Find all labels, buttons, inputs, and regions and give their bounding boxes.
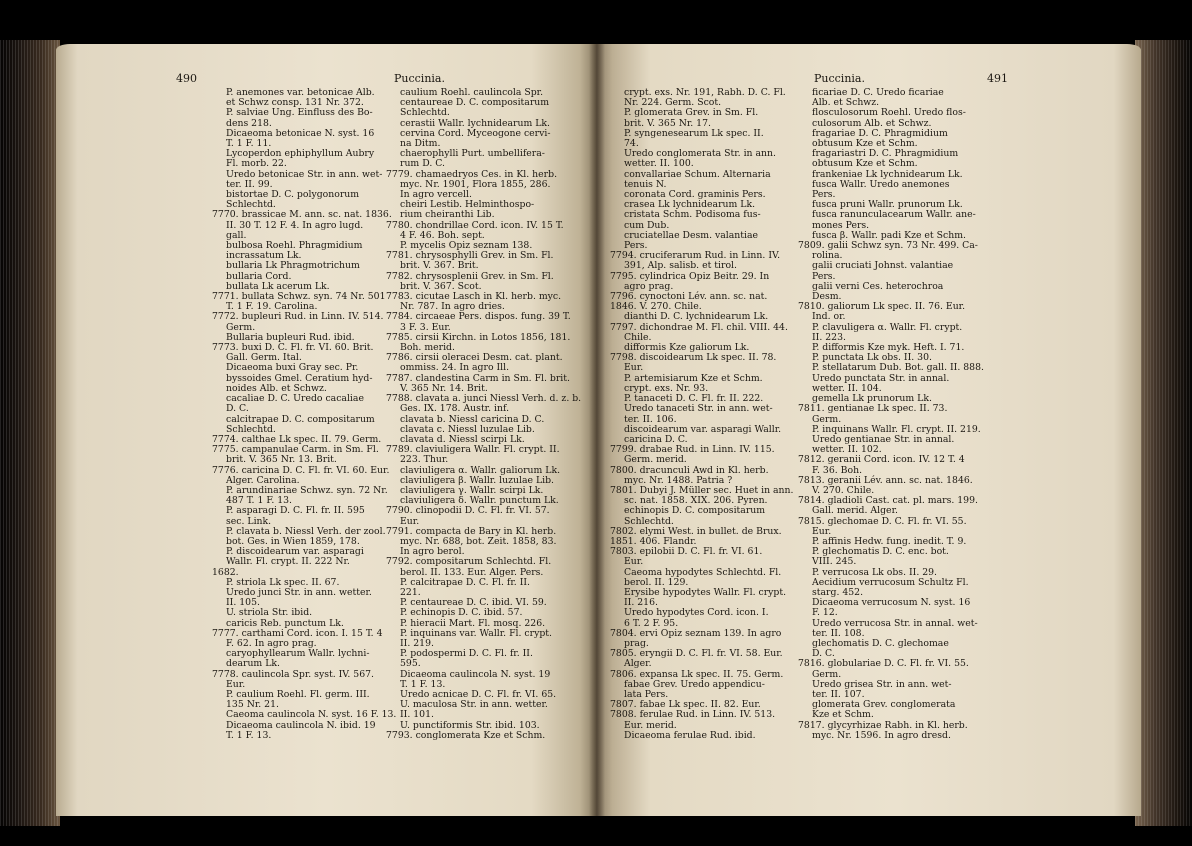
- text-line: bullaria Lk Phragmotrichum: [226, 260, 360, 272]
- text-line: rum D. C.: [400, 158, 445, 170]
- text-line: myc. Nr. 1901, Flora 1855, 286.: [400, 178, 551, 190]
- text-line: 7808. ferulae Rud. in Linn. IV. 513.: [610, 709, 776, 721]
- text-line: 7800. dracunculi Awd in Kl. herb.: [610, 464, 769, 476]
- text-line: fusca pruni Wallr. prunorum Lk.: [812, 199, 963, 211]
- text-line: centaureae D. C. compositarum: [400, 97, 550, 109]
- text-line: cerastii Wallr. lychnidearum Lk.: [400, 117, 551, 129]
- text-line: 4 F. 46. Boh. sept.: [400, 229, 485, 241]
- text-line: 7813. geranii Lév. ann. sc. nat. 1846.: [798, 474, 973, 486]
- text-line: 223. Thur.: [400, 454, 449, 466]
- text-line: 74.: [624, 138, 639, 150]
- text-line: D. C.: [226, 403, 249, 415]
- text-line: 7786. cirsii oleracei Desm. cat. plant.: [386, 352, 563, 364]
- text-line: bullaria Cord.: [226, 270, 292, 282]
- text-line: 487 T. 1 F. 13.: [226, 495, 293, 507]
- text-line: 7804. ervi Opiz seznam 139. In agro: [610, 627, 782, 639]
- text-line: II. 216.: [624, 597, 658, 609]
- right-page: [596, 44, 1141, 816]
- text-line: claviuligera β. Wallr. luzulae Lib.: [400, 474, 555, 486]
- text-line: P. arundinariae Schwz. syn. 72 Nr.: [226, 484, 388, 496]
- text-line: 7795. cylindrica Opiz Beitr. 29. In: [610, 270, 770, 282]
- text-line: myc. Nr. 1596. In agro dresd.: [812, 729, 951, 741]
- text-line: Schlechtd.: [624, 515, 674, 527]
- text-line: 6 T. 2 F. 95.: [624, 617, 679, 629]
- text-line: rium cheiranthi Lib.: [400, 209, 495, 221]
- left-page: [56, 44, 596, 816]
- text-line: Uredo conglomerata Str. in ann.: [624, 148, 776, 160]
- text-line: fabae Grev. Uredo appendicu-: [624, 678, 765, 690]
- text-line: P. glomerata Grev. in Sm. Fl.: [624, 107, 759, 119]
- text-line: 7794. cruciferarum Rud. in Linn. IV.: [610, 250, 781, 262]
- text-line: discoidearum var. asparagi Wallr.: [624, 423, 782, 435]
- text-line: Uredo tanaceti Str. in ann. wet-: [624, 403, 773, 415]
- text-line: bistortae D. C. polygonorum: [226, 189, 360, 201]
- text-line: wetter. II. 100.: [624, 158, 694, 170]
- text-line: 7816. globulariae D. C. Fl. fr. VI. 55.: [798, 658, 969, 670]
- running-head-left: Puccinia.: [394, 72, 445, 85]
- text-line: 7796. cynoctoni Lév. ann. sc. nat.: [610, 291, 768, 303]
- text-line: crypt. exs. Nr. 191, Rabh. D. C. Fl.: [624, 87, 786, 98]
- text-line: caricis Reb. punctum Lk.: [226, 617, 344, 629]
- text-line: Dicaeoma ferulae Rud. ibid.: [624, 729, 756, 741]
- text-line: U. striola Str. ibid.: [226, 607, 313, 619]
- text-line: Schlechtd.: [226, 423, 276, 435]
- text-line: Uredo verrucosa Str. in annal. wet-: [812, 617, 978, 629]
- text-line: Uredo acnicae D. C. Fl. fr. VI. 65.: [400, 688, 557, 700]
- text-line: 7809. galii Schwz syn. 73 Nr. 499. Ca-: [798, 240, 978, 252]
- text-line: Gall. Germ. Ital.: [226, 352, 302, 364]
- text-line: byssoides Gmel. Ceratium hyd-: [226, 372, 373, 384]
- text-line: crasea Lk lychnidearum Lk.: [624, 199, 756, 211]
- text-line: ommiss. 24. In agro Ill.: [400, 362, 510, 374]
- text-line: D. C.: [812, 648, 835, 660]
- text-line: Nr. 224. Germ. Scot.: [624, 97, 722, 109]
- text-line: P. affinis Hedw. fung. inedit. T. 9.: [812, 535, 967, 547]
- text-line: P. centaureae D. C. ibid. VI. 59.: [400, 597, 547, 609]
- text-line: P. calcitrapae D. C. Fl. fr. II.: [400, 576, 530, 588]
- text-line: cruciatellae Desm. valantiae: [624, 229, 759, 241]
- text-line: 7779. chamaedryos Ces. in Kl. herb.: [386, 168, 558, 180]
- text-line: tenuis N.: [624, 178, 667, 190]
- text-line: cacaliae D. C. Uredo cacaliae: [226, 393, 364, 405]
- text-line: 7781. chrysosphylli Grev. in Sm. Fl.: [386, 250, 554, 262]
- page-number-left: 490: [176, 72, 197, 85]
- text-line: fusca β. Wallr. padi Kze et Schm.: [812, 229, 966, 241]
- text-line: 7811. gentianae Lk spec. II. 73.: [798, 403, 948, 415]
- text-line: fragariastri D. C. Phragmidium: [812, 148, 959, 160]
- text-line: 7780. chondrillae Cord. icon. IV. 15 T.: [386, 219, 564, 231]
- text-line: Ges. IX. 178. Austr. inf.: [400, 403, 510, 415]
- text-line: mones Pers.: [812, 219, 870, 231]
- text-line: P. mycelis Opiz seznam 138.: [400, 240, 533, 252]
- text-line: Germ. merid.: [624, 454, 687, 466]
- text-line: Ind. or.: [812, 311, 846, 323]
- text-line: ter. II. 106.: [624, 413, 677, 425]
- text-line: Uredo hypodytes Cord. icon. I.: [624, 607, 769, 619]
- text-line: difformis Kze galiorum Lk.: [624, 342, 750, 354]
- text-line: cheiri Lestib. Helminthospo-: [400, 199, 535, 211]
- text-line: P. asparagi D. C. Fl. fr. II. 595: [226, 505, 365, 517]
- text-line: 1682.: [212, 566, 239, 578]
- text-line: 7785. cirsii Kirchn. in Lotos 1856, 181.: [386, 331, 571, 343]
- text-line: Germ.: [812, 668, 842, 680]
- text-line: et Schwz consp. 131 Nr. 372.: [226, 97, 364, 109]
- text-line: galii cruciati Johnst. valantiae: [812, 260, 954, 272]
- text-line: incrassatum Lk.: [226, 250, 302, 262]
- text-line: Dicaeoma buxi Gray sec. Pr.: [226, 362, 359, 374]
- text-line: U. punctiformis Str. ibid. 103.: [400, 719, 540, 731]
- text-line: gall.: [226, 229, 247, 241]
- text-line: Dicaeoma caulincola N. syst. 19: [400, 668, 551, 680]
- text-line: 7807. fabae Lk spec. II. 82. Eur.: [610, 699, 761, 711]
- right-column-1: [610, 88, 793, 741]
- left-column-2: [386, 88, 581, 741]
- text-line: Schlechtd.: [226, 199, 276, 211]
- text-line: Chile.: [624, 331, 652, 343]
- text-line: P. artemisiarum Kze et Schm.: [624, 372, 763, 384]
- text-line: 7776. caricina D. C. Fl. fr. VI. 60. Eur.: [212, 464, 390, 476]
- text-line: Fl. morb. 22.: [226, 158, 287, 170]
- text-line: brit. V. 365 Nr. 13. Brit.: [226, 454, 337, 466]
- text-line: 7777. carthami Cord. icon. I. 15 T. 4: [212, 627, 383, 639]
- text-line: II. 219.: [400, 637, 434, 649]
- text-line: 7812. geranii Cord. icon. IV. 12 T. 4: [798, 454, 965, 466]
- text-line: sc. nat. 1858. XIX. 206. Pyren.: [624, 495, 768, 507]
- text-line: wetter. II. 102.: [812, 444, 882, 456]
- text-line: cervina Cord. Myceogone cervi-: [400, 127, 551, 139]
- text-line: Alb. et Schwz.: [812, 97, 880, 109]
- text-line: dens 218.: [226, 117, 272, 129]
- text-line: Pers.: [624, 240, 648, 252]
- text-line: P. podospermi D. C. Fl. fr. II.: [400, 648, 533, 660]
- text-line: T. 1 F. 13.: [226, 729, 272, 741]
- text-line: Germ.: [812, 413, 842, 425]
- text-line: Eur. merid.: [624, 719, 677, 731]
- text-line: agro prag.: [624, 280, 674, 292]
- text-line: bulbosa Roehl. Phragmidium: [226, 240, 363, 252]
- text-line: In agro vercell.: [400, 189, 472, 201]
- text-line: Pers.: [812, 270, 836, 282]
- text-line: convallariae Schum. Alternaria: [624, 168, 771, 180]
- text-line: Gall. merid. Alger.: [812, 505, 898, 517]
- text-line: 7797. dichondrae M. Fl. chil. VIII. 44.: [610, 321, 788, 333]
- text-line: 7773. buxi D. C. Fl. fr. VI. 60. Brit.: [212, 342, 374, 354]
- text-line: T. 1 F. 19. Carolina.: [226, 301, 318, 313]
- text-line: VIII. 245.: [812, 556, 857, 568]
- text-line: II. 101.: [400, 709, 434, 721]
- text-line: crypt. exs. Nr. 93.: [624, 382, 709, 394]
- text-line: clavata c. Niessl luzulae Lib.: [400, 423, 535, 435]
- text-line: Eur.: [624, 362, 644, 374]
- text-line: Schlechtd.: [400, 107, 450, 119]
- text-line: 7783. cicutae Lasch in Kl. herb. myc.: [386, 291, 562, 303]
- text-line: culosorum Alb. et Schwz.: [812, 117, 932, 129]
- text-line: P. anemones var. betonicae Alb.: [226, 87, 375, 98]
- text-line: P. clavuligera α. Wallr. Fl. crypt.: [812, 321, 963, 333]
- text-line: 7784. circaeae Pers. dispos. fung. 39 T.: [386, 311, 571, 323]
- text-line: noides Alb. et Schwz.: [226, 382, 327, 394]
- text-line: 1851. 406. Flandr.: [610, 535, 697, 547]
- text-line: 7789. claviuligera Wallr. Fl. crypt. II.: [386, 444, 560, 456]
- text-line: brit. V. 367. Brit.: [400, 260, 479, 272]
- text-line: rolina.: [812, 250, 843, 262]
- text-line: F. 36. Boh.: [812, 464, 863, 476]
- text-line: P. punctata Lk obs. II. 30.: [812, 352, 932, 364]
- text-line: 221.: [400, 586, 421, 598]
- text-line: 7814. gladioli Cast. cat. pl. mars. 199.: [798, 495, 978, 507]
- text-line: galii verni Ces. heterochroa: [812, 280, 944, 292]
- text-line: 7801. Dubyi J. Müller sec. Huet in ann.: [610, 484, 794, 496]
- text-line: Boh. merid.: [400, 342, 455, 354]
- text-line: P. hieracii Mart. Fl. mosq. 226.: [400, 617, 546, 629]
- text-line: 391, Alp. salisb. et tirol.: [624, 260, 737, 272]
- text-line: V. 270. Chile.: [812, 484, 875, 496]
- text-line: clavata b. Niessl caricina D. C.: [400, 413, 545, 425]
- text-line: 7787. clandestina Carm in Sm. Fl. brit.: [386, 372, 570, 384]
- text-line: 1846. V. 270. Chile.: [610, 301, 702, 313]
- text-line: Kze et Schm.: [812, 709, 874, 721]
- text-line: ter. II. 108.: [812, 627, 865, 639]
- text-line: echinopis D. C. compositarum: [624, 505, 766, 517]
- text-line: brit. V. 367. Scot.: [400, 280, 482, 292]
- text-line: bullata Lk acerum Lk.: [226, 280, 330, 292]
- text-line: Dicaeoma verrucosum N. syst. 16: [812, 597, 971, 609]
- text-line: 3 F. 3. Eur.: [400, 321, 451, 333]
- text-line: obtusum Kze et Schm.: [812, 158, 918, 170]
- text-line: berol. II. 129.: [624, 576, 689, 588]
- text-line: claviuligera α. Wallr. galiorum Lk.: [400, 464, 561, 476]
- text-line: 7810. galiorum Lk spec. II. 76. Eur.: [798, 301, 966, 313]
- text-line: caulium Roehl. caulincola Spr.: [400, 87, 544, 98]
- text-line: obtusum Kze et Schm.: [812, 138, 918, 150]
- text-line: Uredo grisea Str. in ann. wet-: [812, 678, 952, 690]
- text-line: P. echinopis D. C. ibid. 57.: [400, 607, 523, 619]
- page-edges-right: [1135, 40, 1192, 826]
- text-line: cristata Schm. Podisoma fus-: [624, 209, 761, 221]
- text-line: Erysibe hypodytes Wallr. Fl. crypt.: [624, 586, 787, 598]
- text-line: II. 223.: [812, 331, 846, 343]
- text-line: 135 Nr. 21.: [226, 699, 279, 711]
- text-line: Germ.: [226, 321, 256, 333]
- text-line: Alger.: [624, 658, 652, 670]
- text-line: 7803. epilobii D. C. Fl. fr. VI. 61.: [610, 546, 763, 558]
- book-gutter: [589, 44, 605, 816]
- text-line: 7792. compositarum Schlechtd. Fl.: [386, 556, 552, 568]
- text-line: F. 12.: [812, 607, 838, 619]
- text-line: chaerophylli Purt. umbellifera-: [400, 148, 545, 160]
- text-line: Lycoperdon ephiphyllum Aubry: [226, 148, 375, 160]
- text-line: V. 365 Nr. 14. Brit.: [400, 382, 488, 394]
- text-line: glechomatis D. C. glechomae: [812, 637, 949, 649]
- text-line: In agro berol.: [400, 546, 465, 558]
- text-line: fusca ranunculacearum Wallr. ane-: [812, 209, 976, 221]
- text-line: 7770. brassicae M. ann. sc. nat. 1836.: [212, 209, 392, 221]
- text-line: Caeoma hypodytes Schlechtd. Fl.: [624, 566, 782, 578]
- text-line: wetter. II. 104.: [812, 382, 882, 394]
- text-line: P. stellatarum Dub. Bot. gall. II. 888.: [812, 362, 984, 374]
- text-line: 7802. elymi West. in bullet. de Brux.: [610, 525, 782, 537]
- text-line: 7790. clinopodii D. C. Fl. fr. VI. 57.: [386, 505, 550, 517]
- text-line: 595.: [400, 658, 421, 670]
- text-line: P. striola Lk spec. II. 67.: [226, 576, 340, 588]
- text-line: P. syngenesearum Lk spec. II.: [624, 127, 764, 139]
- text-line: P. discoidearum var. asparagi: [226, 546, 364, 558]
- text-line: starg. 452.: [812, 586, 864, 598]
- text-line: 7817. glycyrhizae Rabh. in Kl. herb.: [798, 719, 968, 731]
- text-line: F. 62. In agro prag.: [226, 637, 317, 649]
- text-line: coronata Cord. graminis Pers.: [624, 189, 766, 201]
- text-line: Uredo betonicae Str. in ann. wet-: [226, 168, 383, 180]
- text-line: cum Dub.: [624, 219, 670, 231]
- text-line: calcitrapae D. C. compositarum: [226, 413, 375, 425]
- text-line: Caeoma caulincola N. syst. 16 F. 13.: [226, 709, 397, 721]
- text-line: Eur.: [226, 678, 246, 690]
- right-column-2: [798, 88, 984, 741]
- text-line: P. difformis Kze myk. Heft. I. 71.: [812, 342, 965, 354]
- running-head-right: Puccinia.: [814, 72, 865, 85]
- text-line: P. caulium Roehl. Fl. germ. III.: [226, 688, 370, 700]
- text-line: P. salviae Ung. Einfluss des Bo-: [226, 107, 373, 119]
- text-line: 7799. drabae Rud. in Linn. IV. 115.: [610, 444, 775, 456]
- text-line: P. glechomatis D. C. enc. bot.: [812, 546, 949, 558]
- text-line: 7788. clavata a. junci Niessl Verh. d. z. b.: [386, 393, 582, 405]
- text-line: II. 105.: [226, 597, 260, 609]
- text-line: 7775. campanulae Carm. in Sm. Fl.: [212, 444, 379, 456]
- text-line: 7806. expansa Lk spec. II. 75. Germ.: [610, 668, 784, 680]
- text-line: ter. II. 107.: [812, 688, 865, 700]
- text-line: Dicaeoma caulincola N. ibid. 19: [226, 719, 376, 731]
- text-line: P. verrucosa Lk obs. II. 29.: [812, 566, 938, 578]
- text-line: P. inquinans var. Wallr. Fl. crypt.: [400, 627, 552, 639]
- text-line: caryophyllearum Wallr. lychni-: [226, 648, 370, 660]
- text-line: frankeniae Lk lychnidearum Lk.: [812, 168, 963, 180]
- text-line: claviuligera γ. Wallr. scirpi Lk.: [400, 484, 544, 496]
- text-line: Alger. Carolina.: [226, 474, 300, 486]
- text-line: fusca Wallr. Uredo anemones: [812, 178, 950, 190]
- text-line: 7815. glechomae D. C. Fl. fr. VI. 55.: [798, 515, 967, 527]
- text-line: claviuligera δ. Wallr. punctum Lk.: [400, 495, 559, 507]
- text-line: 7782. chrysosplenii Grev. in Sm. Fl.: [386, 270, 554, 282]
- text-line: berol. II. 133. Eur. Alger. Pers.: [400, 566, 544, 578]
- text-line: Eur.: [400, 515, 420, 527]
- text-line: dearum Lk.: [226, 658, 280, 670]
- text-line: 7791. compacta de Bary in Kl. herb.: [386, 525, 557, 537]
- text-line: prag.: [624, 637, 649, 649]
- text-line: 7805. eryngii D. C. Fl. fr. VI. 58. Eur.: [610, 648, 783, 660]
- text-line: 7774. calthae Lk spec. II. 79. Germ.: [212, 433, 382, 445]
- text-line: 7771. bullata Schwz. syn. 74 Nr. 501: [212, 291, 386, 303]
- text-line: 7778. caulincola Spr. syst. IV. 567.: [212, 668, 374, 680]
- text-line: II. 30 T. 12 F. 4. In agro lugd.: [226, 219, 364, 231]
- text-line: Eur.: [812, 525, 832, 537]
- text-line: na Ditm.: [400, 138, 441, 150]
- text-line: caricina D. C.: [624, 433, 688, 445]
- page-edges-left: [0, 40, 60, 826]
- text-line: 7798. discoidearum Lk spec. II. 78.: [610, 352, 777, 364]
- text-line: Pers.: [812, 189, 836, 201]
- text-line: Dicaeoma betonicae N. syst. 16: [226, 127, 375, 139]
- text-line: Uredo punctata Str. in annal.: [812, 372, 950, 384]
- text-line: sec. Link.: [226, 515, 272, 527]
- text-line: T. 1 F. 13.: [400, 678, 446, 690]
- text-line: brit. V. 365 Nr. 17.: [624, 117, 711, 129]
- text-line: fragariae D. C. Phragmidium: [812, 127, 948, 139]
- text-line: ter. II. 99.: [226, 178, 273, 190]
- text-line: dianthi D. C. lychnidearum Lk.: [624, 311, 769, 323]
- page-number-right: 491: [987, 72, 1008, 85]
- text-line: flosculosorum Roehl. Uredo flos-: [812, 107, 966, 119]
- text-line: T. 1 F. 11.: [226, 138, 272, 150]
- text-line: glomerata Grev. conglomerata: [812, 699, 956, 711]
- text-line: Uredo gentianae Str. in annal.: [812, 433, 955, 445]
- text-line: Nr. 787. In agro dries.: [400, 301, 505, 313]
- text-line: myc. Nr. 1488. Patria ?: [624, 474, 733, 486]
- text-line: lata Pers.: [624, 688, 669, 700]
- text-line: P. tanaceti D. C. Fl. fr. II. 222.: [624, 393, 764, 405]
- text-line: bot. Ges. in Wien 1859, 178.: [226, 535, 360, 547]
- text-line: P. inquinans Wallr. Fl. crypt. II. 219.: [812, 423, 981, 435]
- text-line: gemella Lk prunorum Lk.: [812, 393, 932, 405]
- text-line: 7772. bupleuri Rud. in Linn. IV. 514.: [212, 311, 384, 323]
- text-line: P. clavata b. Niessl Verh. der zool.: [226, 525, 386, 537]
- text-line: Eur.: [624, 556, 644, 568]
- text-line: ficariae D. C. Uredo ficariae: [812, 87, 944, 98]
- text-line: 7793. conglomerata Kze et Schm.: [386, 729, 546, 741]
- text-line: Desm.: [812, 291, 842, 303]
- text-line: clavata d. Niessl scirpi Lk.: [400, 433, 525, 445]
- text-line: U. maculosa Str. in ann. wetter.: [400, 699, 548, 711]
- text-line: Bullaria bupleuri Rud. ibid.: [226, 331, 355, 343]
- text-line: Wallr. Fl. crypt. II. 222 Nr.: [226, 556, 350, 568]
- text-line: Aecidium verrucosum Schultz Fl.: [812, 576, 969, 588]
- text-line: Uredo junci Str. in ann. wetter.: [226, 586, 372, 598]
- left-column-1: [212, 88, 396, 741]
- text-line: myc. Nr. 688, bot. Zeit. 1858, 83.: [400, 535, 557, 547]
